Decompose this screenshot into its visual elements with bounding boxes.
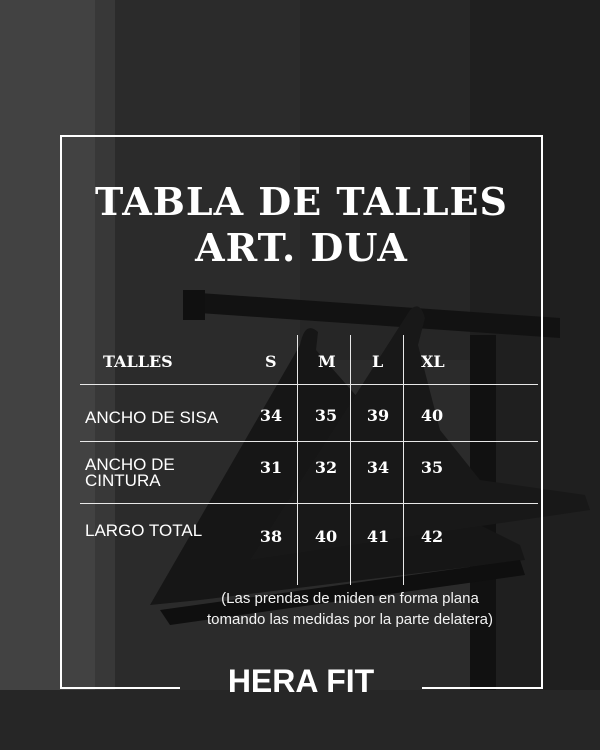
table-divider xyxy=(80,503,538,504)
frame-border-bottom-left xyxy=(60,687,180,689)
size-header-l: L xyxy=(372,352,384,371)
frame-border-right xyxy=(541,135,543,689)
table-cell: 42 xyxy=(420,527,444,546)
table-divider xyxy=(80,384,538,385)
page-title: TABLA DE TALLES xyxy=(95,179,508,224)
size-header-s: S xyxy=(265,352,277,371)
table-cell: 35 xyxy=(420,458,444,477)
table-column-divider xyxy=(350,335,351,585)
measurement-note-line-1: (Las prendas de miden en forma plana xyxy=(221,590,479,607)
table-cell: 34 xyxy=(259,406,283,425)
page-subtitle: ART. DUA xyxy=(195,225,408,270)
size-header-m: M xyxy=(318,352,336,371)
table-corner-label: TALLES xyxy=(103,352,173,371)
frame-border-bottom-right xyxy=(422,687,543,689)
table-column-divider xyxy=(297,335,298,585)
table-cell: 32 xyxy=(314,458,338,477)
table-divider xyxy=(80,441,538,442)
table-column-divider xyxy=(403,335,404,585)
frame-border-top xyxy=(60,135,543,137)
table-cell: 39 xyxy=(366,406,390,425)
table-cell: 34 xyxy=(366,458,390,477)
table-cell: 40 xyxy=(420,406,444,425)
table-cell: 41 xyxy=(366,527,390,546)
size-header-xl: XL xyxy=(421,352,445,371)
table-cell: 31 xyxy=(259,458,283,477)
measurement-note xyxy=(170,588,530,630)
table-cell: 35 xyxy=(314,406,338,425)
row-label-largo-total: LARGO TOTAL xyxy=(85,521,203,540)
row-label-ancho-sisa: ANCHO DE SISA xyxy=(85,408,219,427)
brand-name: HERA FIT xyxy=(227,663,375,699)
table-cell: 40 xyxy=(314,527,338,546)
row-label-ancho-cintura-2: CINTURA xyxy=(85,471,161,490)
row-label-ancho-cintura-1: ANCHO DE xyxy=(85,455,175,474)
table-cell: 38 xyxy=(259,527,283,546)
measurement-note-line-2: tomando las medidas por la parte delatera) xyxy=(207,611,493,628)
